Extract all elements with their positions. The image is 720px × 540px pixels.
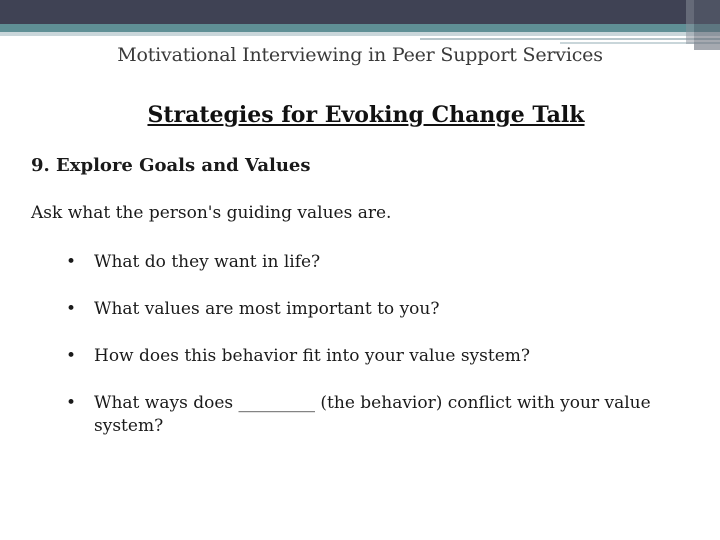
bullet-text: What do they want in life? bbox=[94, 252, 321, 272]
accent-bar-light bbox=[0, 32, 720, 36]
corner-decoration bbox=[694, 0, 720, 50]
bullet-list bbox=[66, 251, 696, 462]
header-title: Motivational Interviewing in Peer Support Services bbox=[117, 44, 603, 66]
section-heading: 9. Explore Goals and Values bbox=[31, 155, 311, 176]
corner-decoration-secondary bbox=[686, 0, 694, 44]
bullet-text: How does this behavior fit into your value system? bbox=[94, 346, 531, 366]
bullet-icon: • bbox=[66, 299, 77, 319]
list-item bbox=[66, 298, 696, 321]
accent-bar bbox=[0, 24, 720, 32]
bullet-icon: • bbox=[66, 346, 77, 366]
top-decorative-bar bbox=[0, 0, 720, 24]
list-item bbox=[66, 345, 696, 368]
list-item bbox=[66, 392, 696, 438]
bullet-icon: • bbox=[66, 252, 77, 272]
intro-text: Ask what the person's guiding values are. bbox=[31, 203, 392, 223]
slide-title: Strategies for Evoking Change Talk bbox=[147, 102, 585, 128]
bullet-icon: • bbox=[66, 393, 77, 413]
bullet-text: What values are most important to you? bbox=[94, 299, 440, 319]
accent-line bbox=[420, 38, 720, 40]
bullet-text: What ways does _________ (the behavior) conflict with your value system? bbox=[94, 393, 651, 436]
list-item bbox=[66, 251, 696, 274]
